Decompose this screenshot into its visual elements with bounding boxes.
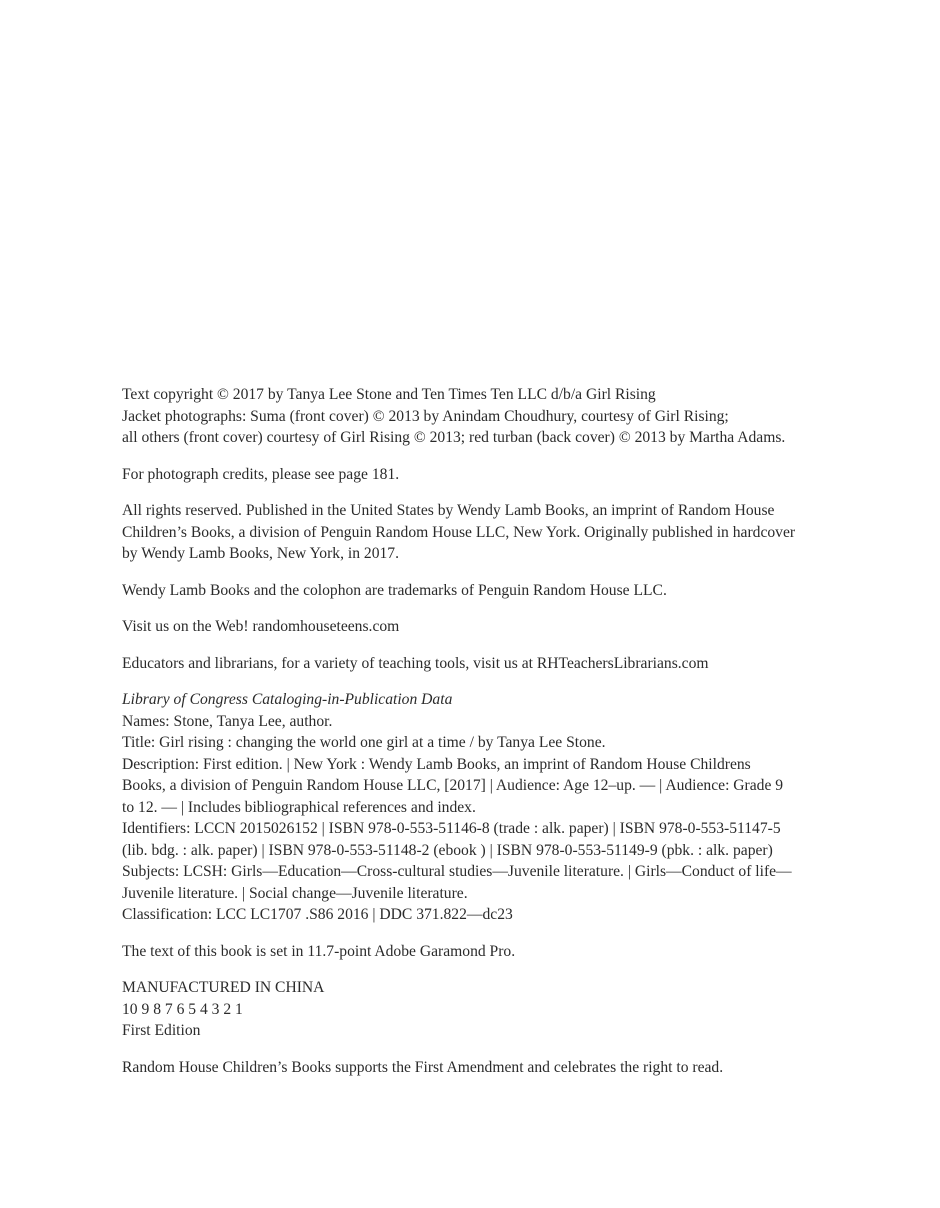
edition-label: First Edition [122, 1022, 201, 1039]
copyright-line: Jacket photographs: Suma (front cover) © 2013 by Anindam Choudhury, courtesy of Girl Rising; [122, 407, 729, 425]
copyright-notice [122, 384, 842, 449]
manufacture-info [122, 977, 842, 1042]
photo-credits-text: For photograph credits, please see page 181. [122, 465, 400, 483]
cip-line: to 12. — | Includes bibliographical references and index. [122, 798, 476, 816]
trademark-text: Wendy Lamb Books and the colophon are trademarks of Penguin Random House LLC. [122, 581, 667, 599]
copyright-line: Text copyright © 2017 by Tanya Lee Stone and Ten Times Ten LLC d/b/a Girl Rising [122, 386, 656, 403]
rights-line: Children’s Books, a division of Penguin Random House LLC, New York. Originally published in hardcover [122, 523, 796, 541]
rights-line: by Wendy Lamb Books, New York, in 2017. [122, 545, 399, 562]
educators-text: Educators and librarians, for a variety of teaching tools, visit us at RHTeachersLibrarians.com [122, 654, 709, 672]
cip-line: (lib. bdg. : alk. paper) | ISBN 978-0-553-51148-2 (ebook ) | ISBN 978-0-553-51149-9 (pbk. : alk. paper) [122, 841, 773, 859]
cip-line: Subjects: LCSH: Girls—Education—Cross-cultural studies—Juvenile literature. | Girls—Conduct of life— [122, 863, 792, 880]
cip-line: Books, a division of Penguin Random House LLC, [2017] | Audience: Age 12–up. — | Audience: Grade 9 [122, 777, 784, 794]
cip-line: Names: Stone, Tanya Lee, author. [122, 712, 333, 730]
cip-line: Title: Girl rising : changing the world one girl at a time / by Tanya Lee Stone. [122, 734, 606, 751]
trademark-notice [122, 580, 842, 602]
first-amendment-text: Random House Children’s Books supports the First Amendment and celebrates the right to read. [122, 1058, 724, 1076]
manufactured-country: MANUFACTURED IN CHINA [122, 979, 325, 996]
printing-line: 10 9 8 7 6 5 4 3 2 1 [122, 1000, 243, 1018]
copyright-line: all others (front cover) courtesy of Girl Rising © 2013; red turban (back cover) © 2013 by Martha Adams. [122, 429, 786, 446]
rights-line: All rights reserved. Published in the United States by Wendy Lamb Books, an imprint of Random House [122, 502, 775, 519]
typeface-notice [122, 941, 842, 963]
first-amendment-notice [122, 1057, 842, 1079]
rights-notice [122, 500, 842, 565]
cip-line: Juvenile literature. | Social change—Juvenile literature. [122, 884, 468, 902]
web-text: Visit us on the Web! randomhouseteens.com [122, 618, 400, 635]
cip-data [122, 689, 842, 926]
typeface-text: The text of this book is set in 11.7-point Adobe Garamond Pro. [122, 942, 516, 960]
cip-line: Identifiers: LCCN 2015026152 | ISBN 978-0-553-51146-8 (trade : alk. paper) | ISBN 978-0-553-51147-5 [122, 820, 781, 837]
cip-line: Classification: LCC LC1707 .S86 2016 | DDC 371.822—dc23 [122, 906, 513, 923]
web-notice [122, 616, 842, 638]
copyright-block [122, 384, 842, 1093]
educators-notice [122, 653, 842, 675]
cip-heading: Library of Congress Cataloging-in-Publication Data [122, 691, 453, 708]
photo-credits [122, 464, 842, 486]
cip-line: Description: First edition. | New York : Wendy Lamb Books, an imprint of Random House Childrens [122, 755, 751, 773]
